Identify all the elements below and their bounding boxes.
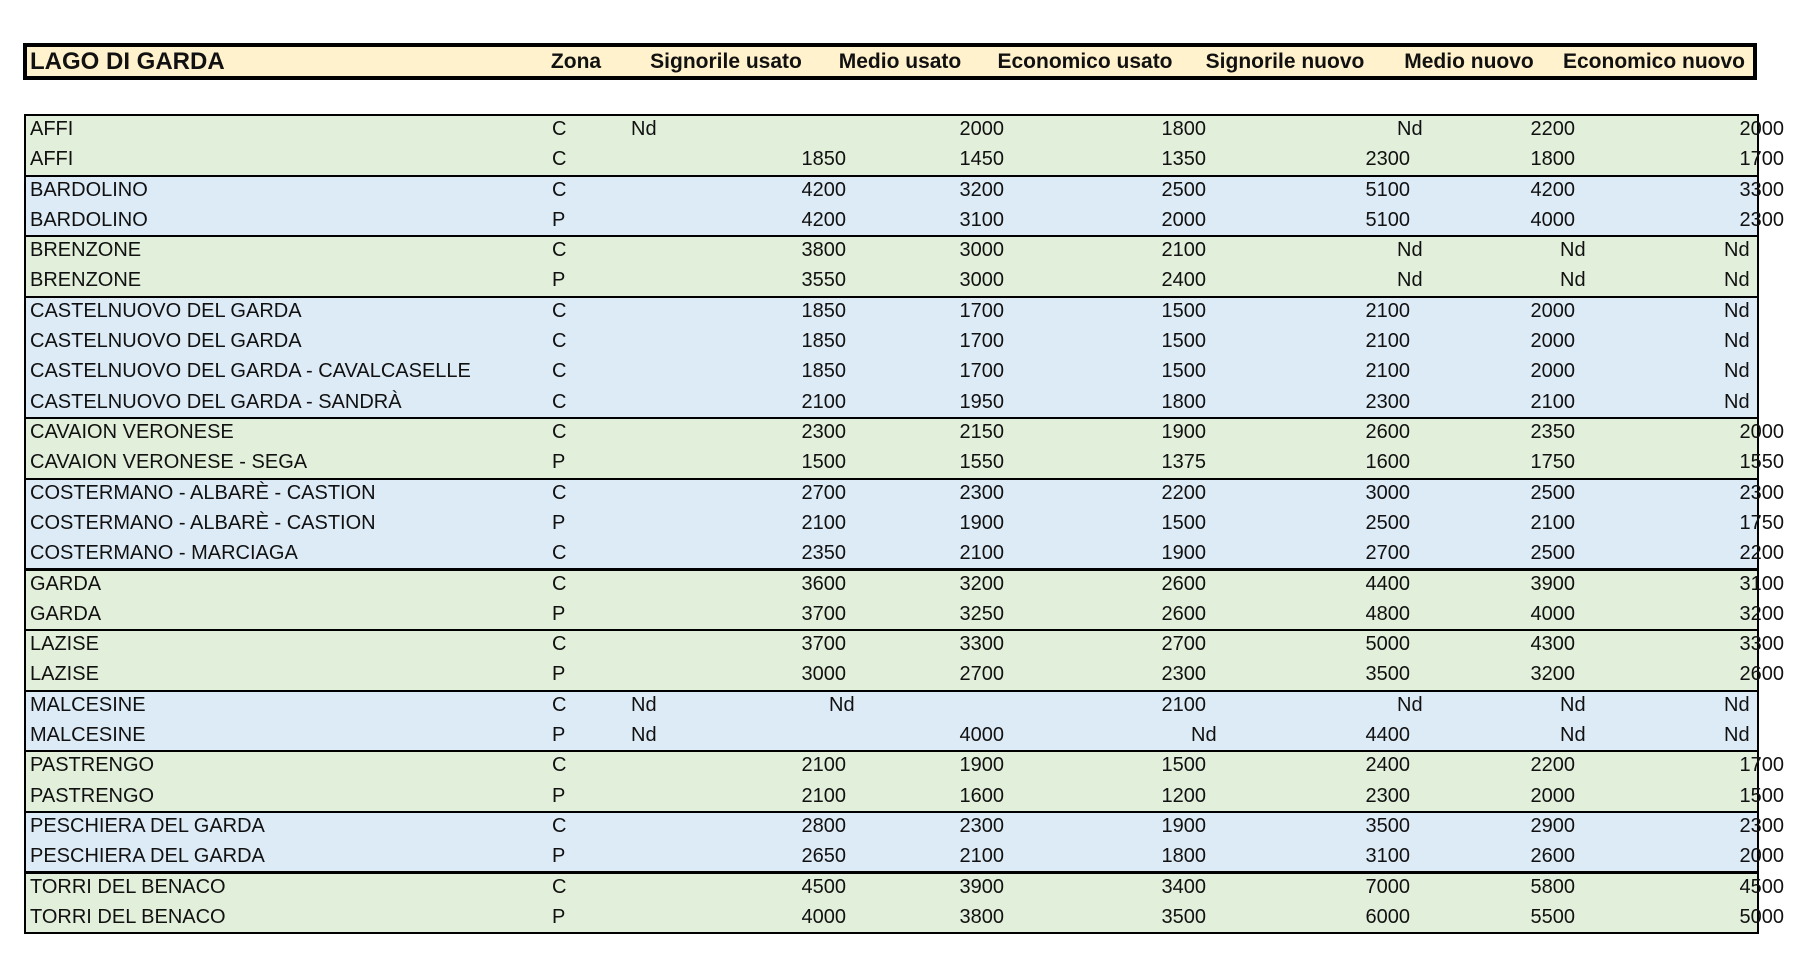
economico-usato-value: 2700 xyxy=(1161,633,1206,656)
medio-usato-value: 3300 xyxy=(959,633,1004,656)
signorile-usato-value: 2300 xyxy=(801,421,846,443)
economico-usato-value: 2100 xyxy=(1161,693,1206,716)
medio-nuovo-value: 5500 xyxy=(1530,905,1575,928)
location-name: AFFI xyxy=(30,118,74,140)
medio-usato-value: 1950 xyxy=(959,390,1004,413)
zona-value: C xyxy=(552,330,567,353)
economico-nuovo-value: 5000 xyxy=(1739,905,1784,928)
medio-nuovo-value: 1750 xyxy=(1530,451,1575,474)
signorile-usato-value: 1850 xyxy=(801,148,846,171)
location-name: BARDOLINO xyxy=(30,208,148,231)
location-name: LAZISE xyxy=(30,663,99,686)
table-row xyxy=(26,659,1784,689)
medio-nuovo-value: 2000 xyxy=(1530,299,1575,322)
medio-nuovo-value: 2200 xyxy=(1530,754,1575,777)
medio-nuovo-value: 2350 xyxy=(1530,421,1575,443)
economico-nuovo-value: 3100 xyxy=(1739,572,1784,595)
medio-usato-value: 2300 xyxy=(959,814,1004,837)
signorile-usato-value: 4000 xyxy=(801,905,846,928)
economico-usato-value: 2600 xyxy=(1161,572,1206,595)
zona-value: P xyxy=(552,208,566,231)
signorile-nuovo-value: 3500 xyxy=(1365,814,1410,837)
medio-nuovo-value: Nd xyxy=(1560,723,1586,746)
zona-value: C xyxy=(552,299,567,322)
signorile-usato-value: 2700 xyxy=(801,481,846,504)
table-row xyxy=(26,175,1784,205)
medio-usato-value: 1450 xyxy=(959,148,1004,171)
medio-usato-value: 3100 xyxy=(959,208,1004,231)
table-row xyxy=(26,599,1784,629)
economico-nuovo-value: 2000 xyxy=(1739,421,1784,443)
medio-usato-value: 4000 xyxy=(959,723,1004,746)
zona-value: C xyxy=(552,481,567,504)
economico-nuovo-value: Nd xyxy=(1724,360,1750,383)
location-name: TORRI DEL BENACO xyxy=(30,905,226,928)
zona-value: P xyxy=(552,784,566,807)
table-row xyxy=(26,508,1784,538)
medio-usato-value: 1700 xyxy=(959,360,1004,383)
zona-value: P xyxy=(552,845,566,868)
location-name: AFFI xyxy=(30,148,74,171)
zona-value: P xyxy=(552,602,566,625)
zona-value: C xyxy=(552,390,567,413)
col-header-signorile-usato: Signorile usato xyxy=(650,50,802,73)
zona-value: C xyxy=(552,633,567,656)
signorile-usato-value: 2350 xyxy=(801,542,846,565)
row-group xyxy=(24,811,1784,874)
location-name: BRENZONE xyxy=(30,269,142,292)
signorile-usato-value: 4500 xyxy=(801,875,846,898)
table-row xyxy=(26,387,1757,417)
signorile-nuovo-value: 3500 xyxy=(1365,663,1410,686)
signorile-nuovo-value: 2100 xyxy=(1365,299,1410,322)
economico-nuovo-value: 3300 xyxy=(1739,633,1784,656)
signorile-nuovo-value: 2600 xyxy=(1365,421,1410,443)
col-header-medio-usato: Medio usato xyxy=(838,50,962,73)
medio-nuovo-value: Nd xyxy=(1560,239,1586,262)
economico-nuovo-value: 4500 xyxy=(1739,875,1784,898)
economico-usato-value: 1900 xyxy=(1161,542,1206,565)
signorile-usato-value: 3550 xyxy=(801,269,846,292)
table-row xyxy=(26,114,1784,144)
medio-usato-value: 3000 xyxy=(959,269,1004,292)
medio-nuovo-value: 1800 xyxy=(1530,148,1575,171)
col-header-medio-nuovo: Medio nuovo xyxy=(1404,50,1534,73)
signorile-usato-value: 2100 xyxy=(801,754,846,777)
economico-nuovo-value: 2300 xyxy=(1739,208,1784,231)
signorile-nuovo-value: 2700 xyxy=(1365,542,1410,565)
economico-usato-value: 2200 xyxy=(1161,481,1206,504)
zona-value: C xyxy=(552,542,567,565)
signorile-usato-value: 2100 xyxy=(801,390,846,413)
medio-nuovo-value: 2100 xyxy=(1530,390,1575,413)
signorile-nuovo-value: 5100 xyxy=(1365,178,1410,201)
table-row xyxy=(26,265,1757,295)
zona-value: P xyxy=(552,451,566,474)
economico-nuovo-value: Nd xyxy=(1724,723,1750,746)
col-header-economico-usato: Economico usato xyxy=(997,50,1173,73)
medio-usato-value: 2100 xyxy=(959,845,1004,868)
economico-nuovo-value: Nd xyxy=(1724,330,1750,353)
medio-nuovo-value: 2100 xyxy=(1530,511,1575,534)
medio-nuovo-value: 2600 xyxy=(1530,845,1575,868)
location-name: CASTELNUOVO DEL GARDA xyxy=(30,299,302,322)
location-name: GARDA xyxy=(30,602,102,625)
medio-usato-value: 3000 xyxy=(959,239,1004,262)
signorile-usato-value: 1850 xyxy=(801,299,846,322)
zona-value: P xyxy=(552,511,566,534)
location-name: CAVAION VERONESE - SEGA xyxy=(30,451,308,474)
signorile-nuovo-value: 4400 xyxy=(1365,572,1410,595)
location-name: PESCHIERA DEL GARDA xyxy=(30,845,265,868)
medio-nuovo-value: Nd xyxy=(1560,269,1586,292)
location-name: CASTELNUOVO DEL GARDA - CAVALCASELLE xyxy=(30,360,471,383)
row-group xyxy=(24,235,1759,298)
table-row xyxy=(26,326,1757,356)
signorile-nuovo-value: 2100 xyxy=(1365,360,1410,383)
zona-value: C xyxy=(552,148,567,171)
table-row xyxy=(26,781,1784,811)
economico-nuovo-value: 1750 xyxy=(1739,511,1784,534)
economico-nuovo-value: 2300 xyxy=(1739,481,1784,504)
col-header-economico-nuovo: Economico nuovo xyxy=(1562,50,1746,73)
location-name: BARDOLINO xyxy=(30,178,148,201)
economico-usato-value: 2100 xyxy=(1161,239,1206,262)
economico-nuovo-value: 3300 xyxy=(1739,178,1784,201)
medio-usato-value: 2700 xyxy=(959,663,1004,686)
location-name: TORRI DEL BENACO xyxy=(30,875,226,898)
signorile-nuovo-value: 2300 xyxy=(1365,390,1410,413)
table-row xyxy=(26,902,1784,932)
table-row xyxy=(26,538,1784,568)
signorile-usato-value: 3700 xyxy=(801,633,846,656)
medio-usato-value: 2000 xyxy=(959,118,1004,140)
table-title: LAGO DI GARDA xyxy=(30,48,225,75)
zona-value: C xyxy=(552,693,567,716)
economico-usato-value: 1900 xyxy=(1161,814,1206,837)
medio-usato-value: Nd xyxy=(829,693,855,716)
location-name: MALCESINE xyxy=(30,693,146,716)
economico-usato-value: 1800 xyxy=(1161,845,1206,868)
economico-usato-value: 1500 xyxy=(1161,511,1206,534)
signorile-nuovo-value: 5000 xyxy=(1365,633,1410,656)
signorile-usato-value: 1850 xyxy=(801,330,846,353)
table-row xyxy=(26,720,1757,750)
signorile-nuovo-value: Nd xyxy=(1397,269,1423,292)
row-group xyxy=(24,296,1759,419)
economico-nuovo-value: Nd xyxy=(1724,299,1750,322)
signorile-usato-value: 3000 xyxy=(801,663,846,686)
signorile-usato-value: 1500 xyxy=(801,451,846,474)
signorile-usato-value: Nd xyxy=(631,693,657,716)
signorile-nuovo-value: 5100 xyxy=(1365,208,1410,231)
economico-nuovo-value: 2600 xyxy=(1739,663,1784,686)
economico-usato-value: 1350 xyxy=(1161,148,1206,171)
economico-usato-value: 1500 xyxy=(1161,330,1206,353)
medio-nuovo-value: 2900 xyxy=(1530,814,1575,837)
table-row xyxy=(26,144,1784,174)
signorile-nuovo-value: 2300 xyxy=(1365,784,1410,807)
table-row xyxy=(26,356,1757,386)
col-header-zona: Zona xyxy=(550,50,602,73)
medio-nuovo-value: 2000 xyxy=(1530,360,1575,383)
economico-nuovo-value: 2000 xyxy=(1739,845,1784,868)
economico-usato-value: 1500 xyxy=(1161,360,1206,383)
table-row xyxy=(26,872,1784,902)
medio-usato-value: 1550 xyxy=(959,451,1004,474)
row-group xyxy=(24,750,1784,813)
table-row xyxy=(26,447,1784,477)
economico-usato-value: 2300 xyxy=(1161,663,1206,686)
economico-usato-value: 1800 xyxy=(1161,390,1206,413)
medio-nuovo-value: 3200 xyxy=(1530,663,1575,686)
zona-value: P xyxy=(552,269,566,292)
location-name: LAZISE xyxy=(30,633,99,656)
zona-value: C xyxy=(552,178,567,201)
zona-value: C xyxy=(552,572,567,595)
medio-usato-value: 2100 xyxy=(959,542,1004,565)
medio-usato-value: 3900 xyxy=(959,875,1004,898)
location-name: COSTERMANO - ALBARÈ - CASTION xyxy=(30,511,376,534)
economico-usato-value: 1200 xyxy=(1161,784,1206,807)
table-row xyxy=(26,629,1784,659)
table-row xyxy=(26,841,1784,871)
economico-usato-value: 2500 xyxy=(1161,178,1206,201)
row-group xyxy=(24,872,1784,935)
zona-value: C xyxy=(552,875,567,898)
economico-nuovo-value: 2300 xyxy=(1739,814,1784,837)
table-row xyxy=(26,811,1784,841)
medio-usato-value: 1600 xyxy=(959,784,1004,807)
signorile-usato-value: 3600 xyxy=(801,572,846,595)
zona-value: C xyxy=(552,814,567,837)
signorile-nuovo-value: 2300 xyxy=(1365,148,1410,171)
signorile-nuovo-value: 2400 xyxy=(1365,754,1410,777)
location-name: BRENZONE xyxy=(30,239,142,262)
col-header-signorile-nuovo: Signorile nuovo xyxy=(1205,50,1365,73)
table-row xyxy=(26,205,1784,235)
zona-value: C xyxy=(552,360,567,383)
table-row xyxy=(26,569,1784,599)
signorile-nuovo-value: Nd xyxy=(1397,118,1423,140)
signorile-nuovo-value: 7000 xyxy=(1365,875,1410,898)
signorile-usato-value: 1850 xyxy=(801,360,846,383)
signorile-usato-value: 2800 xyxy=(801,814,846,837)
economico-usato-value: 2600 xyxy=(1161,602,1206,625)
signorile-usato-value: 3700 xyxy=(801,602,846,625)
signorile-usato-value: 4200 xyxy=(801,208,846,231)
row-group xyxy=(24,175,1784,238)
economico-usato-value: 3500 xyxy=(1161,905,1206,928)
medio-nuovo-value: 4000 xyxy=(1530,602,1575,625)
medio-usato-value: 3250 xyxy=(959,602,1004,625)
medio-nuovo-value: 4300 xyxy=(1530,633,1575,656)
economico-usato-value: Nd xyxy=(1191,723,1217,746)
signorile-usato-value: Nd xyxy=(631,723,657,746)
medio-usato-value: 1900 xyxy=(959,754,1004,777)
location-name: PASTRENGO xyxy=(30,754,155,777)
zona-value: P xyxy=(552,723,566,746)
medio-nuovo-value: 2500 xyxy=(1530,542,1575,565)
row-group xyxy=(24,417,1784,480)
medio-usato-value: 1700 xyxy=(959,330,1004,353)
medio-usato-value: 3200 xyxy=(959,572,1004,595)
location-name: CASTELNUOVO DEL GARDA - SANDRÀ xyxy=(30,390,402,413)
location-name: CAVAION VERONESE xyxy=(30,421,234,443)
signorile-usato-value: 4200 xyxy=(801,178,846,201)
table-row xyxy=(26,750,1784,780)
location-name: GARDA xyxy=(30,572,102,595)
row-group xyxy=(24,114,1784,177)
economico-usato-value: 2000 xyxy=(1161,208,1206,231)
economico-nuovo-value: 2200 xyxy=(1739,542,1784,565)
signorile-nuovo-value: 3100 xyxy=(1365,845,1410,868)
medio-usato-value: 3800 xyxy=(959,905,1004,928)
location-name: CASTELNUOVO DEL GARDA xyxy=(30,330,302,353)
table-row xyxy=(26,478,1784,508)
zona-value: C xyxy=(552,239,567,262)
medio-nuovo-value: 2200 xyxy=(1530,118,1575,140)
signorile-nuovo-value: 2500 xyxy=(1365,511,1410,534)
economico-nuovo-value: Nd xyxy=(1724,390,1750,413)
table-header xyxy=(23,43,1757,80)
economico-usato-value: 1375 xyxy=(1161,451,1206,474)
economico-nuovo-value: 2000 xyxy=(1739,118,1784,140)
location-name: COSTERMANO - MARCIAGA xyxy=(30,542,298,565)
signorile-nuovo-value: 3000 xyxy=(1365,481,1410,504)
economico-nuovo-value: Nd xyxy=(1724,693,1750,716)
medio-usato-value: 2150 xyxy=(959,421,1004,443)
signorile-nuovo-value: 4400 xyxy=(1365,723,1410,746)
economico-nuovo-value: 1700 xyxy=(1739,148,1784,171)
medio-nuovo-value: 2500 xyxy=(1530,481,1575,504)
economico-usato-value: 1500 xyxy=(1161,754,1206,777)
economico-usato-value: 1500 xyxy=(1161,299,1206,322)
medio-nuovo-value: Nd xyxy=(1560,693,1586,716)
signorile-usato-value: 2100 xyxy=(801,784,846,807)
economico-usato-value: 2400 xyxy=(1161,269,1206,292)
medio-nuovo-value: 4000 xyxy=(1530,208,1575,231)
location-name: PESCHIERA DEL GARDA xyxy=(30,814,265,837)
medio-nuovo-value: 4200 xyxy=(1530,178,1575,201)
signorile-nuovo-value: Nd xyxy=(1397,693,1423,716)
location-name: PASTRENGO xyxy=(30,784,155,807)
medio-usato-value: 2300 xyxy=(959,481,1004,504)
table-row xyxy=(26,235,1757,265)
economico-nuovo-value: Nd xyxy=(1724,239,1750,262)
row-group xyxy=(24,478,1784,571)
row-group xyxy=(24,629,1784,692)
zona-value: C xyxy=(552,118,567,140)
location-name: MALCESINE xyxy=(30,723,146,746)
medio-nuovo-value: 2000 xyxy=(1530,784,1575,807)
signorile-usato-value: 3800 xyxy=(801,239,846,262)
signorile-usato-value: 2100 xyxy=(801,511,846,534)
signorile-nuovo-value: Nd xyxy=(1397,239,1423,262)
zona-value: P xyxy=(552,905,566,928)
zona-value: P xyxy=(552,663,566,686)
table-row xyxy=(26,296,1757,326)
medio-usato-value: 1900 xyxy=(959,511,1004,534)
economico-nuovo-value: 1500 xyxy=(1739,784,1784,807)
signorile-usato-value: 2650 xyxy=(801,845,846,868)
economico-usato-value: 1900 xyxy=(1161,421,1206,443)
medio-usato-value: 3200 xyxy=(959,178,1004,201)
row-group xyxy=(24,569,1784,632)
economico-usato-value: 3400 xyxy=(1161,875,1206,898)
signorile-usato-value: Nd xyxy=(631,118,657,140)
table-row xyxy=(26,690,1757,720)
medio-usato-value: 1700 xyxy=(959,299,1004,322)
row-group xyxy=(24,690,1759,753)
location-name: COSTERMANO - ALBARÈ - CASTION xyxy=(30,481,376,504)
signorile-nuovo-value: 1600 xyxy=(1365,451,1410,474)
signorile-nuovo-value: 4800 xyxy=(1365,602,1410,625)
economico-usato-value: 1800 xyxy=(1161,118,1206,140)
economico-nuovo-value: 1550 xyxy=(1739,451,1784,474)
economico-nuovo-value: 1700 xyxy=(1739,754,1784,777)
medio-nuovo-value: 3900 xyxy=(1530,572,1575,595)
signorile-nuovo-value: 6000 xyxy=(1365,905,1410,928)
economico-nuovo-value: 3200 xyxy=(1739,602,1784,625)
medio-nuovo-value: 2000 xyxy=(1530,330,1575,353)
signorile-nuovo-value: 2100 xyxy=(1365,330,1410,353)
zona-value: C xyxy=(552,754,567,777)
economico-nuovo-value: Nd xyxy=(1724,269,1750,292)
table-row xyxy=(26,417,1784,447)
zona-value: C xyxy=(552,421,567,443)
medio-nuovo-value: 5800 xyxy=(1530,875,1575,898)
